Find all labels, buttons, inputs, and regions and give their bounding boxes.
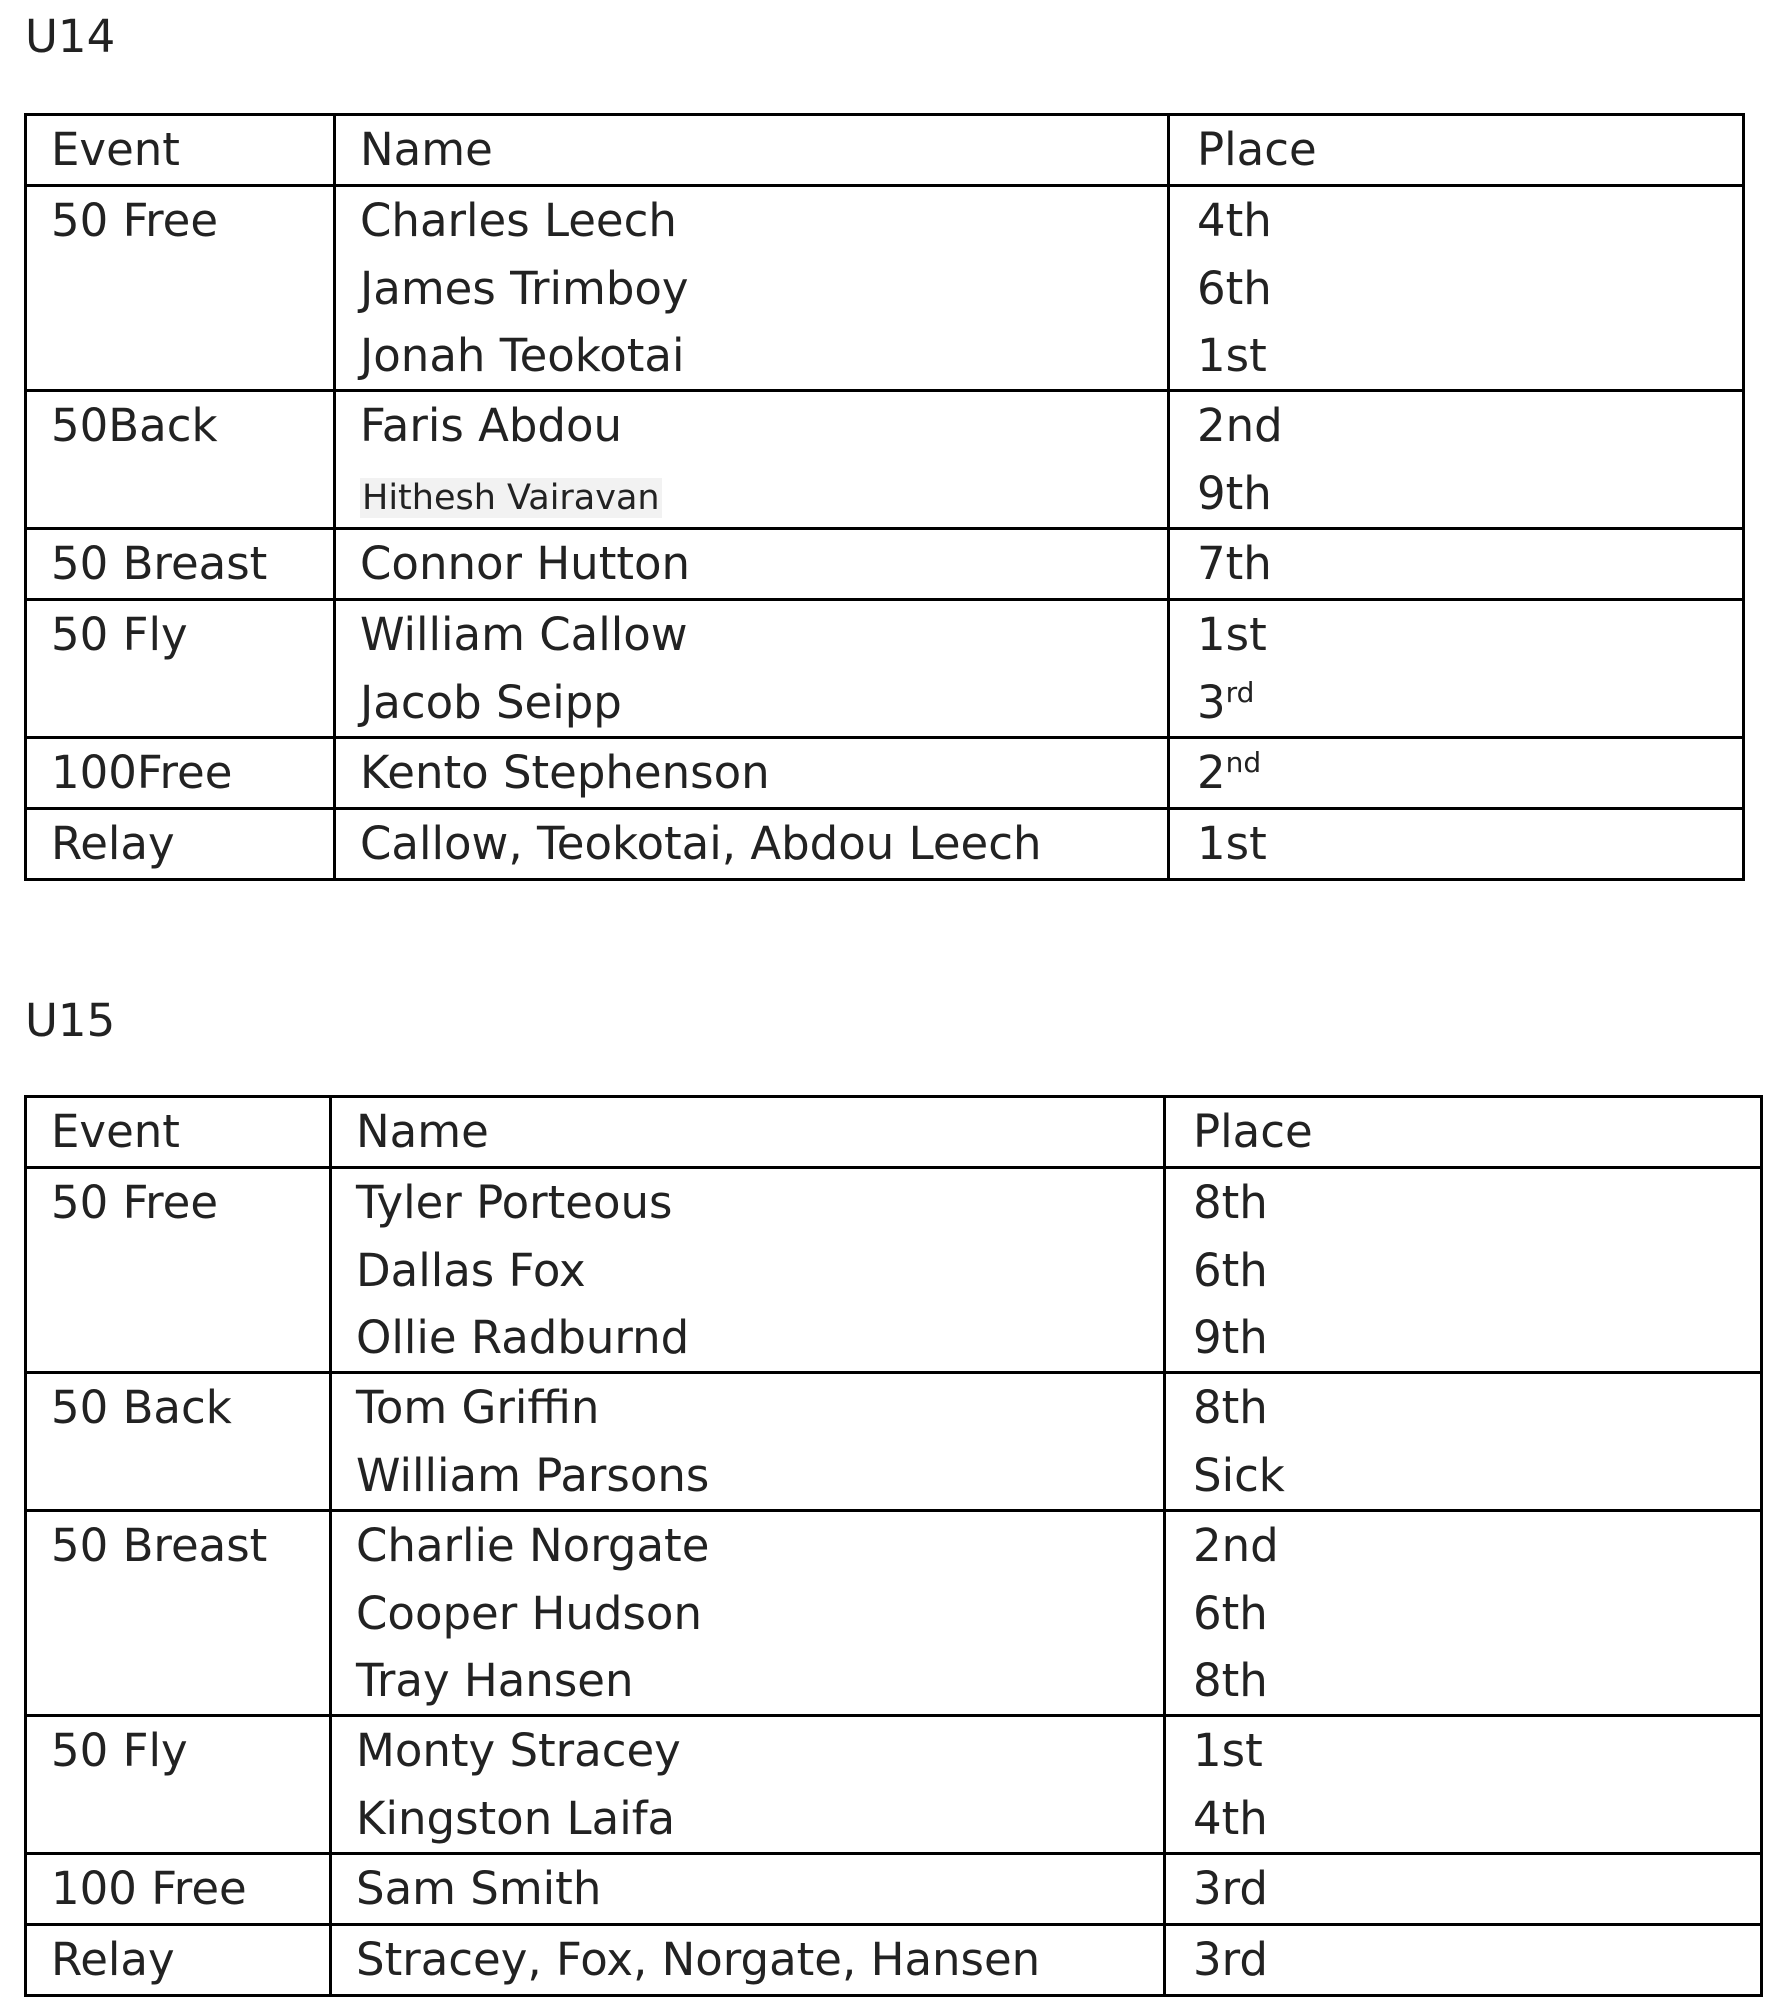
event-label: 50 Back bbox=[51, 1381, 232, 1434]
header-row bbox=[26, 115, 1744, 186]
section-title-u14: U14 bbox=[25, 10, 116, 63]
header-name: Name bbox=[360, 123, 493, 176]
place-value: 7th bbox=[1197, 537, 1272, 590]
place-line bbox=[1193, 1169, 1760, 1237]
event-cell bbox=[26, 1854, 331, 1925]
place-value: 6th bbox=[1197, 262, 1272, 315]
place-line bbox=[1193, 1785, 1760, 1852]
swimmer-name: Jacob Seipp bbox=[360, 676, 622, 729]
place-line bbox=[1197, 530, 1742, 598]
name-cell bbox=[331, 1716, 1165, 1854]
table-row bbox=[26, 1511, 1762, 1716]
event-cell bbox=[26, 1925, 331, 1996]
event-label: 100 Free bbox=[51, 1862, 247, 1915]
place-cell bbox=[1165, 1716, 1762, 1854]
place-value: 4th bbox=[1197, 194, 1272, 247]
place-cell bbox=[1169, 600, 1744, 738]
name-cell bbox=[335, 529, 1169, 600]
place-cell bbox=[1165, 1168, 1762, 1373]
place-line bbox=[1197, 810, 1742, 878]
place-cell bbox=[1169, 809, 1744, 880]
swimmer-name: Tyler Porteous bbox=[356, 1176, 673, 1229]
place-line bbox=[1193, 1512, 1760, 1580]
swimmer-name-line bbox=[360, 460, 1167, 527]
place-cell bbox=[1165, 1925, 1762, 1996]
place-value: 1st bbox=[1193, 1724, 1263, 1777]
place-cell bbox=[1169, 186, 1744, 391]
header-place: Place bbox=[1193, 1105, 1313, 1158]
event-label: 50 Breast bbox=[51, 537, 268, 590]
swimmer-name-line bbox=[356, 1442, 1163, 1509]
place-value: 6th bbox=[1193, 1587, 1268, 1640]
place-cell bbox=[1165, 1854, 1762, 1925]
header-place-cell bbox=[1165, 1097, 1762, 1168]
table-row bbox=[26, 1168, 1762, 1373]
swimmer-name-line bbox=[360, 601, 1167, 669]
name-cell bbox=[335, 809, 1169, 880]
event-label: 50Back bbox=[51, 399, 218, 452]
place-cell bbox=[1169, 391, 1744, 529]
place-line bbox=[1193, 1580, 1760, 1647]
swimmer-name: Sam Smith bbox=[356, 1862, 602, 1915]
place-line bbox=[1193, 1717, 1760, 1785]
event-label: Relay bbox=[51, 817, 175, 870]
event-cell bbox=[26, 1511, 331, 1716]
table-row bbox=[26, 1716, 1762, 1854]
place-value: 3rd bbox=[1193, 1862, 1268, 1915]
place-line bbox=[1197, 739, 1742, 807]
swimmer-name-line bbox=[356, 1580, 1163, 1647]
event-cell bbox=[26, 186, 335, 391]
place-line bbox=[1197, 460, 1742, 527]
place-line bbox=[1197, 255, 1742, 322]
place-value: 4th bbox=[1193, 1792, 1268, 1845]
swimmer-name-line bbox=[356, 1855, 1163, 1923]
table-row bbox=[26, 1854, 1762, 1925]
place-line bbox=[1193, 1926, 1760, 1994]
swimmer-name-line bbox=[360, 739, 1167, 807]
section-title-u15: U15 bbox=[25, 994, 116, 1047]
swimmer-name: Tom Griffin bbox=[356, 1381, 600, 1434]
place-cell bbox=[1169, 738, 1744, 809]
header-event: Event bbox=[51, 123, 180, 176]
swimmer-name: Charlie Norgate bbox=[356, 1519, 710, 1572]
swimmer-name: Cooper Hudson bbox=[356, 1587, 702, 1640]
place-value: 6th bbox=[1193, 1244, 1268, 1297]
header-event-cell bbox=[26, 1097, 331, 1168]
place-value: Sick bbox=[1193, 1449, 1285, 1502]
event-label: 50 Free bbox=[51, 1176, 219, 1229]
event-label: 50 Free bbox=[51, 194, 219, 247]
place-cell bbox=[1165, 1511, 1762, 1716]
event-cell bbox=[26, 600, 335, 738]
header-event: Event bbox=[51, 1105, 180, 1158]
swimmer-name: William Callow bbox=[360, 608, 688, 661]
swimmer-name: Callow, Teokotai, Abdou Leech bbox=[360, 817, 1042, 870]
event-label: 50 Fly bbox=[51, 1724, 188, 1777]
swimmer-name: Stracey, Fox, Norgate, Hansen bbox=[356, 1933, 1041, 1986]
header-place-cell bbox=[1169, 115, 1744, 186]
swimmer-name-line bbox=[360, 810, 1167, 878]
table-row bbox=[26, 529, 1744, 600]
table-row bbox=[26, 809, 1744, 880]
place-value: 1st bbox=[1197, 329, 1267, 382]
swimmer-name-line bbox=[356, 1717, 1163, 1785]
swimmer-name-line bbox=[356, 1926, 1163, 1994]
table-row bbox=[26, 391, 1744, 529]
swimmer-name: Faris Abdou bbox=[360, 399, 623, 452]
event-cell bbox=[26, 391, 335, 529]
event-cell bbox=[26, 1716, 331, 1854]
place-line bbox=[1193, 1237, 1760, 1304]
name-cell bbox=[335, 600, 1169, 738]
swimmer-name: Tray Hansen bbox=[356, 1654, 634, 1707]
name-cell bbox=[335, 738, 1169, 809]
event-cell bbox=[26, 1373, 331, 1511]
place-line bbox=[1197, 601, 1742, 669]
swimmer-name-line bbox=[360, 322, 1167, 389]
name-cell bbox=[335, 186, 1169, 391]
swimmer-name-line bbox=[356, 1237, 1163, 1304]
header-event-cell bbox=[26, 115, 335, 186]
place-cell bbox=[1165, 1373, 1762, 1511]
name-cell bbox=[331, 1925, 1165, 1996]
place-line bbox=[1193, 1855, 1760, 1923]
header-name-cell bbox=[331, 1097, 1165, 1168]
name-cell bbox=[335, 391, 1169, 529]
header-name-cell bbox=[335, 115, 1169, 186]
place-value: 2nd bbox=[1197, 399, 1283, 452]
results-table-u15 bbox=[24, 1095, 1763, 1997]
place-line bbox=[1193, 1442, 1760, 1509]
place-value: 1st bbox=[1197, 608, 1267, 661]
table-row bbox=[26, 1373, 1762, 1511]
swimmer-name: Kingston Laifa bbox=[356, 1792, 676, 1845]
event-label: 50 Fly bbox=[51, 608, 188, 661]
place-value: 2 bbox=[1197, 746, 1226, 799]
swimmer-name-line bbox=[360, 255, 1167, 322]
place-value: 3 bbox=[1197, 676, 1226, 729]
place-value: 8th bbox=[1193, 1381, 1268, 1434]
swimmer-name: James Trimboy bbox=[360, 262, 689, 315]
name-cell bbox=[331, 1168, 1165, 1373]
header-name: Name bbox=[356, 1105, 489, 1158]
place-value: 3rd bbox=[1193, 1933, 1268, 1986]
event-label: Relay bbox=[51, 1933, 175, 1986]
results-table-u14 bbox=[24, 113, 1745, 881]
place-line bbox=[1193, 1374, 1760, 1442]
header-place: Place bbox=[1197, 123, 1317, 176]
place-line bbox=[1197, 392, 1742, 460]
swimmer-name-line bbox=[356, 1304, 1163, 1371]
event-cell bbox=[26, 1168, 331, 1373]
swimmer-name-line bbox=[360, 530, 1167, 598]
swimmer-name-line bbox=[356, 1169, 1163, 1237]
swimmer-name-line bbox=[356, 1512, 1163, 1580]
place-line bbox=[1193, 1304, 1760, 1371]
event-label: 50 Breast bbox=[51, 1519, 268, 1572]
place-line bbox=[1197, 322, 1742, 389]
place-value: 8th bbox=[1193, 1176, 1268, 1229]
swimmer-name-line bbox=[356, 1647, 1163, 1714]
table-row bbox=[26, 186, 1744, 391]
table-row bbox=[26, 600, 1744, 738]
swimmer-name-line bbox=[360, 187, 1167, 255]
place-line bbox=[1197, 187, 1742, 255]
swimmer-name: William Parsons bbox=[356, 1449, 710, 1502]
place-ordinal-suffix: nd bbox=[1225, 746, 1262, 779]
swimmer-name-line bbox=[356, 1785, 1163, 1852]
swimmer-name: Monty Stracey bbox=[356, 1724, 681, 1777]
place-value: 9th bbox=[1197, 467, 1272, 520]
event-cell bbox=[26, 529, 335, 600]
name-cell bbox=[331, 1854, 1165, 1925]
swimmer-name: Dallas Fox bbox=[356, 1244, 586, 1297]
swimmer-name-line bbox=[360, 669, 1167, 736]
place-value: 8th bbox=[1193, 1654, 1268, 1707]
place-cell bbox=[1169, 529, 1744, 600]
name-cell bbox=[331, 1373, 1165, 1511]
place-line bbox=[1193, 1647, 1760, 1714]
swimmer-name-line bbox=[356, 1374, 1163, 1442]
place-line bbox=[1197, 669, 1742, 736]
place-value: 1st bbox=[1197, 817, 1267, 870]
header-row bbox=[26, 1097, 1762, 1168]
place-value: 9th bbox=[1193, 1311, 1268, 1364]
table-row bbox=[26, 1925, 1762, 1996]
swimmer-name: Connor Hutton bbox=[360, 537, 691, 590]
swimmer-name: Jonah Teokotai bbox=[360, 329, 685, 382]
swimmer-name: Hithesh Vairavan bbox=[362, 478, 660, 518]
place-value: 2nd bbox=[1193, 1519, 1279, 1572]
table-row bbox=[26, 738, 1744, 809]
swimmer-name: Ollie Radburnd bbox=[356, 1311, 690, 1364]
swimmer-name-line bbox=[360, 392, 1167, 460]
swimmer-name: Charles Leech bbox=[360, 194, 677, 247]
event-label: 100Free bbox=[51, 746, 233, 799]
event-cell bbox=[26, 809, 335, 880]
event-cell bbox=[26, 738, 335, 809]
name-cell bbox=[331, 1511, 1165, 1716]
swimmer-name: Kento Stephenson bbox=[360, 746, 770, 799]
place-ordinal-suffix: rd bbox=[1225, 676, 1255, 709]
